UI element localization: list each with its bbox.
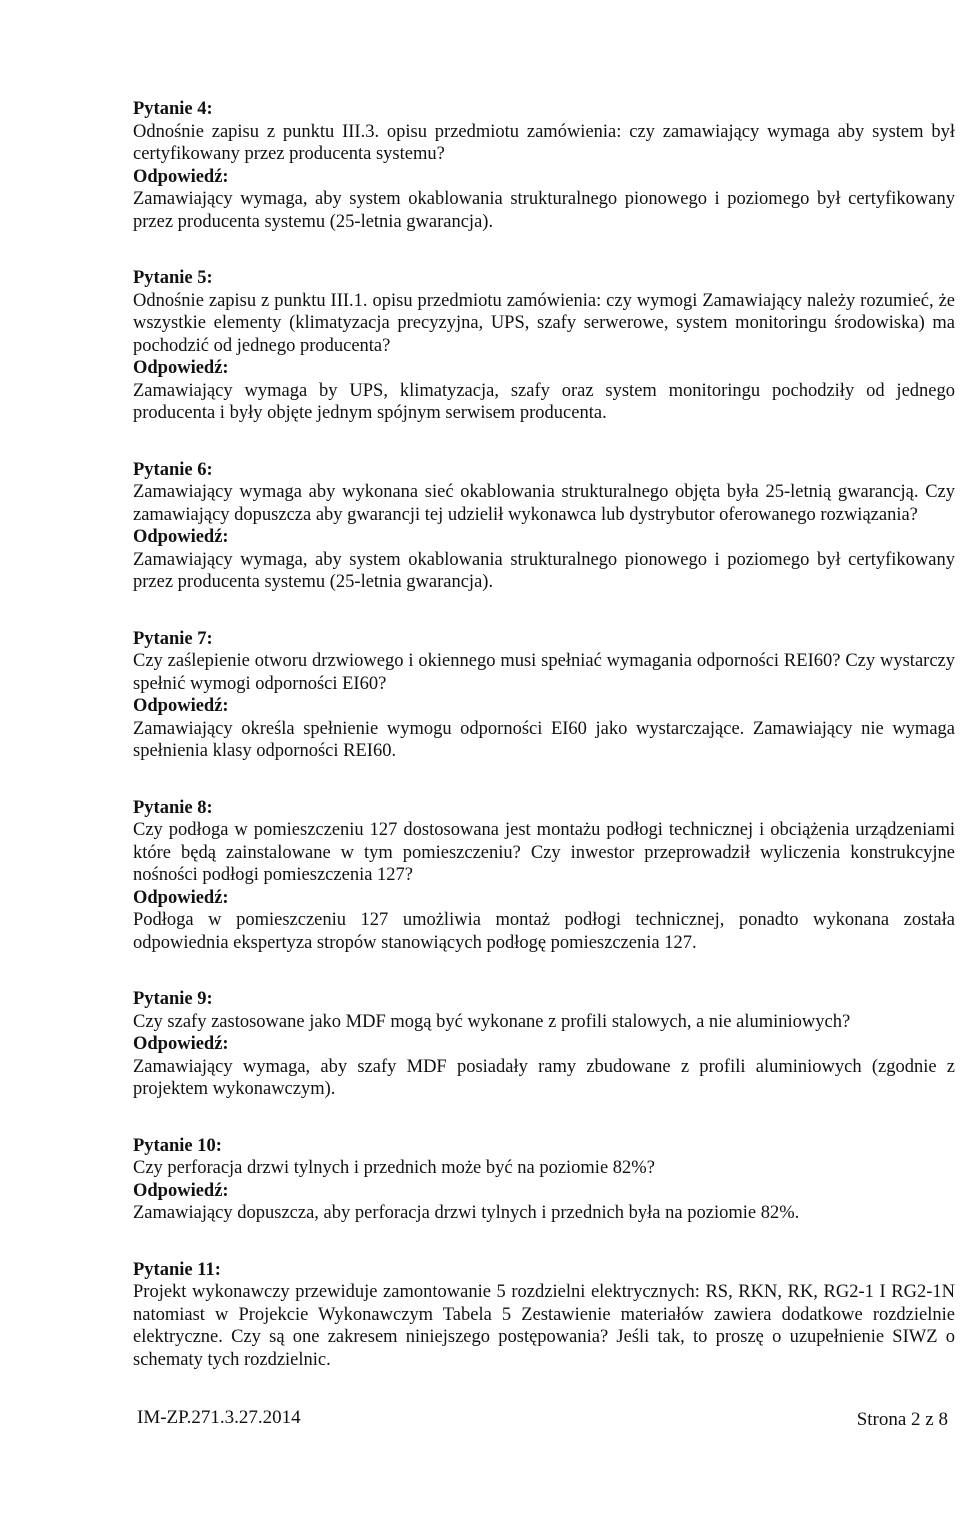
answer-label: Odpowiedź:	[133, 358, 229, 378]
document-reference: IM-ZP.271.3.27.2014	[137, 1407, 301, 1428]
question-label: Pytanie 10:	[133, 1135, 222, 1156]
qa-item-7	[133, 628, 955, 763]
qa-item-11	[133, 1259, 955, 1372]
question-text: Projekt wykonawczy przewiduje zamontowanie 5 rozdzielni elektrycznych: RS, RKN, RK, RG2-1 I RG2-1N natomiast w Projekcie Wykonawczym Tabela 5 Zestawienie materiałów zawiera dodatkowe rozdzielnie elektryczne. Czy są one zakresem niniejszego postępowania? Jeśli tak, to proszę o uzupełnienie SIWZ o schematy tych rozdzielnic.	[133, 1282, 955, 1370]
qa-item-4	[133, 98, 955, 233]
answer-label: Odpowiedź:	[133, 887, 229, 908]
answer-text: Zamawiający dopuszcza, aby perforacja drzwi tylnych i przednich była na poziomie 82%.	[133, 1203, 800, 1223]
question-label: Pytanie 7:	[133, 628, 213, 649]
question-text: Czy szafy zastosowane jako MDF mogą być wykonane z profili stalowych, a nie aluminiowych?	[133, 1011, 851, 1032]
answer-label: Odpowiedź:	[133, 1034, 229, 1054]
question-text: Odnośnie zapisu z punktu III.1. opisu przedmiotu zamówienia: czy wymogi Zamawiający należy rozumieć, że wszystkie elementy (klimatyzacja precyzyjna, UPS, szafy serwerowe, system monitoringu środowiska) ma pochodzić od jednego producenta?	[133, 290, 955, 356]
qa-item-5	[133, 267, 955, 425]
answer-label: Odpowiedź:	[133, 696, 229, 716]
question-text: Czy perforacja drzwi tylnych i przednich może być na poziomie 82%?	[133, 1158, 655, 1178]
answer-label: Odpowiedź:	[133, 527, 229, 547]
question-label: Pytanie 9:	[133, 989, 213, 1009]
question-label: Pytanie 4:	[133, 99, 213, 119]
answer-text: Zamawiający określa spełnienie wymogu odporności EI60 jako wystarczające. Zamawiający nie wymaga spełnienia klasy odporności REI60.	[133, 718, 955, 761]
qa-item-6	[133, 459, 955, 594]
answer-text: Zamawiający wymaga by UPS, klimatyzacja, szafy oraz system monitoringu pochodziły od jednego producenta i były objęte jednym spójnym serwisem producenta.	[133, 380, 955, 423]
question-label: Pytanie 6:	[133, 459, 213, 480]
answer-label: Odpowiedź:	[133, 1180, 229, 1201]
answer-text: Zamawiający wymaga, aby system okablowania strukturalnego pionowego i poziomego był certyfikowany przez producenta systemu (25-letnia gwarancja).	[133, 189, 955, 232]
question-text: Zamawiający wymaga aby wykonana sieć okablowania strukturalnego objęta była 25-letnią gwarancją. Czy zamawiający dopuszcza aby gwarancji tej udzielił wykonawca lub dystrybutor oferowanego rozwiązania?	[133, 482, 955, 525]
question-label: Pytanie 8:	[133, 797, 213, 818]
question-text: Czy zaślepienie otworu drzwiowego i okiennego musi spełniać wymagania odporności REI60? Czy wystarczy spełnić wymogi odporności EI60?	[133, 651, 955, 694]
page-number: Strona 2 z 8	[856, 1409, 948, 1430]
answer-text: Podłoga w pomieszczeniu 127 umożliwia montaż podłogi technicznej, ponadto wykonana została odpowiednia ekspertyza stropów stanowiących podłogę pomieszczenia 127.	[133, 910, 955, 953]
question-label: Pytanie 11:	[133, 1259, 221, 1280]
answer-label: Odpowiedź:	[133, 166, 229, 187]
qa-list	[133, 98, 955, 1405]
answer-text: Zamawiający wymaga, aby szafy MDF posiadały ramy zbudowane z profili aluminiowych (zgodnie z projektem wykonawczym).	[133, 1056, 955, 1099]
question-text: Odnośnie zapisu z punktu III.3. opisu przedmiotu zamówienia: czy zamawiający wymaga aby system był certyfikowany przez producenta systemu?	[133, 121, 955, 164]
qa-item-8	[133, 797, 955, 955]
qa-item-10	[133, 1135, 955, 1225]
question-text: Czy podłoga w pomieszczeniu 127 dostosowana jest montażu podłogi technicznej i obciążenia urządzeniami które będą zainstalowane w tym pomieszczeniu? Czy inwestor przeprowadził wyliczenia konstrukcyjne nośności podłogi pomieszczenia 127?	[133, 820, 955, 885]
answer-text: Zamawiający wymaga, aby system okablowania strukturalnego pionowego i poziomego był certyfikowany przez producenta systemu (25-letnia gwarancja).	[133, 549, 955, 592]
qa-item-9	[133, 988, 955, 1101]
question-label: Pytanie 5:	[133, 268, 213, 288]
